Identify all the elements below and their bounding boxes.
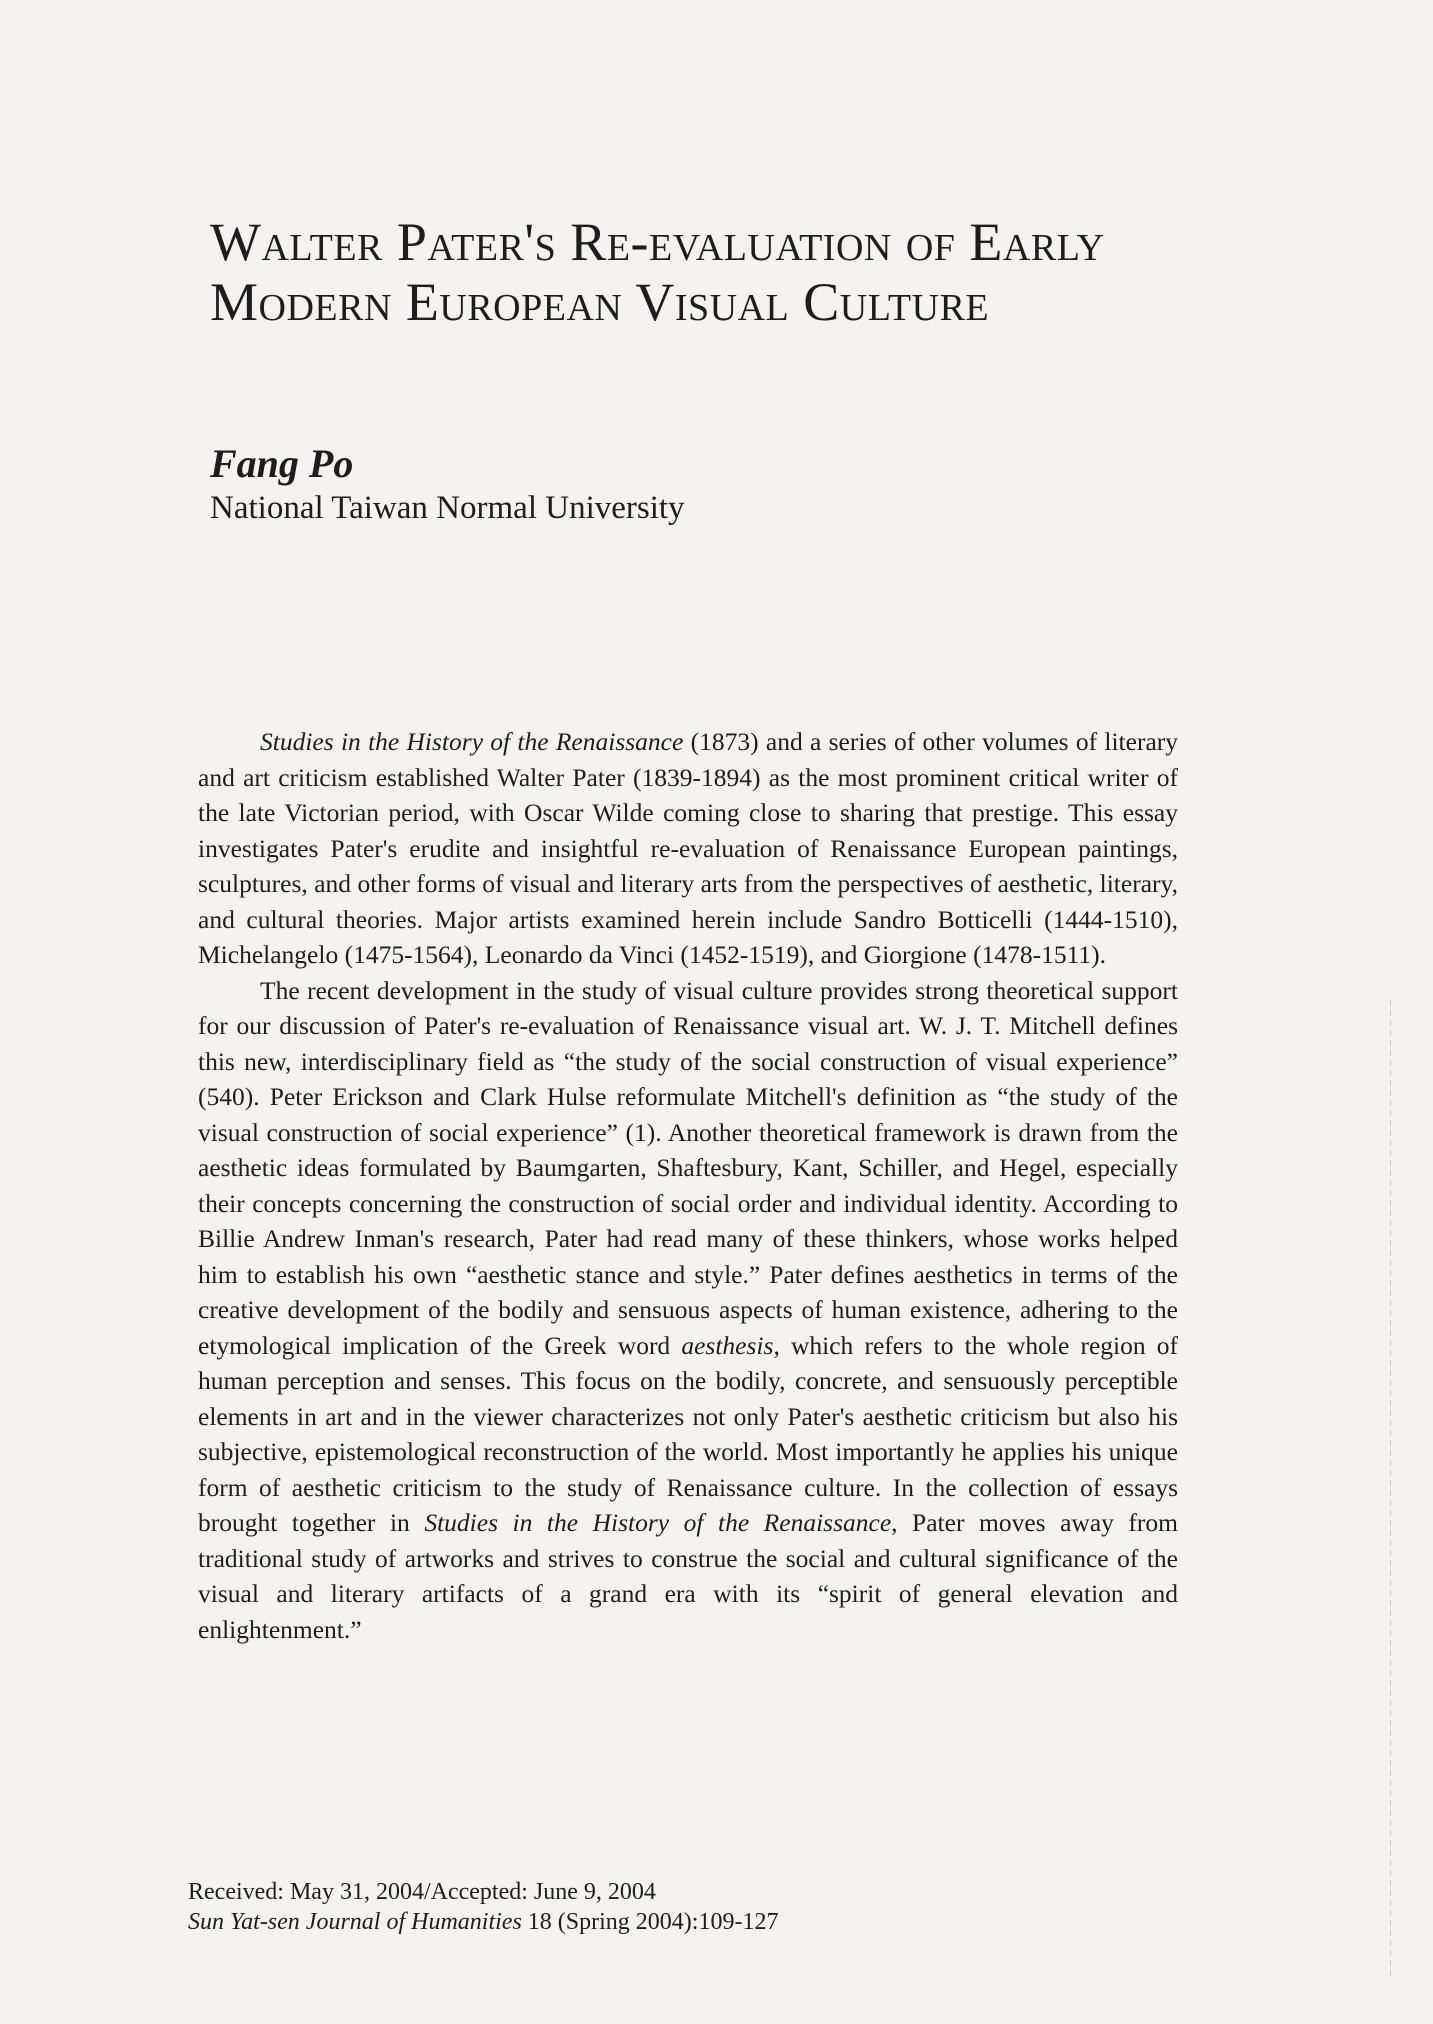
page-edge-shadow: [1390, 1000, 1391, 1980]
greek-word: aesthesis: [681, 1330, 774, 1360]
paragraph-text: , which refers to the whole region of human perception and senses. This focus on the bodily, concrete, and sensuously perceptible elements in art and in the viewer characterizes not only Pater's aesthetic criticism but also his subjective, epistemological reconstruction of the world. Most importantly he applies his unique form of aesthetic criticism to the study of Renaissance culture. In the collection of essays brought together in: [198, 1330, 1179, 1537]
paragraph-text: (1873) and a series of other volumes of literary and art criticism established Walter Pater (1839-1894) as the most prominent critical writer of the late Victorian period, with Oscar Wilde coming close to sharing that prestige. This essay investigates Pater's erudite and insightful re-evaluation of Renaissance European paintings, sculptures, and other forms of visual and literary arts from the perspectives of aesthetic, literary, and cultural theories. Major artists examined herein include Sandro Botticelli (1444-1510), Michelangelo (1475-1564), Leonardo da Vinci (1452-1519), and Giorgione (1478-1511).: [198, 727, 1178, 969]
paragraph-text: The recent development in the study of visual culture provides strong theoretical support for our discussion of Pater's re-evaluation of Renaissance visual art. W. J. T. Mitchell defines this new, interdisciplinary field as “the study of the social construction of visual experience” (540). Peter Erickson and Clark Hulse reformulate Mitchell's definition as “the study of the visual construction of social experience” (1). Another theoretical framework is drawn from the aesthetic ideas formulated by Baumgarten, Shaftesbury, Kant, Schiller, and Hegel, especially their concepts concerning the construction of social order and individual identity. According to Billie Andrew Inman's research, Pater had read many of these thinkers, whose works helped him to establish his own “aesthetic stance and style.” Pater defines aesthetics in terms of the creative development of the bodily and sensuous aspects of human existence, adhering to the etymological implication of the Greek word: [198, 975, 1178, 1360]
publication-footnote: [188, 1877, 778, 1937]
abstract-paragraph-2: [198, 973, 1178, 1648]
author-affiliation: National Taiwan Normal University: [210, 490, 685, 526]
abstract: [198, 724, 1178, 1647]
author-name: Fang Po: [210, 441, 354, 486]
journal-name: Sun Yat-sen Journal of Humanities: [188, 1909, 522, 1935]
journal-citation: [188, 1907, 778, 1937]
book-title: Studies in the History of the Renaissance: [260, 727, 684, 756]
paragraph-text: , Pater moves away from traditional study of artworks and strives to construe the social and cultural significance of the visual and literary artifacts of a grand era with its “spirit of general elevation and enlightenment.”: [198, 1508, 1178, 1644]
paper-title: Walter Pater's Re-evaluation of Early Modern European Visual Culture: [210, 212, 1105, 332]
book-title: Studies in the History of the Renaissance: [424, 1508, 892, 1537]
abstract-paragraph-1: [198, 724, 1178, 973]
volume-pages: 18 (Spring 2004):109-127: [521, 1909, 779, 1935]
received-accepted-dates: Received: May 31, 2004/Accepted: June 9, 2004: [188, 1879, 656, 1905]
